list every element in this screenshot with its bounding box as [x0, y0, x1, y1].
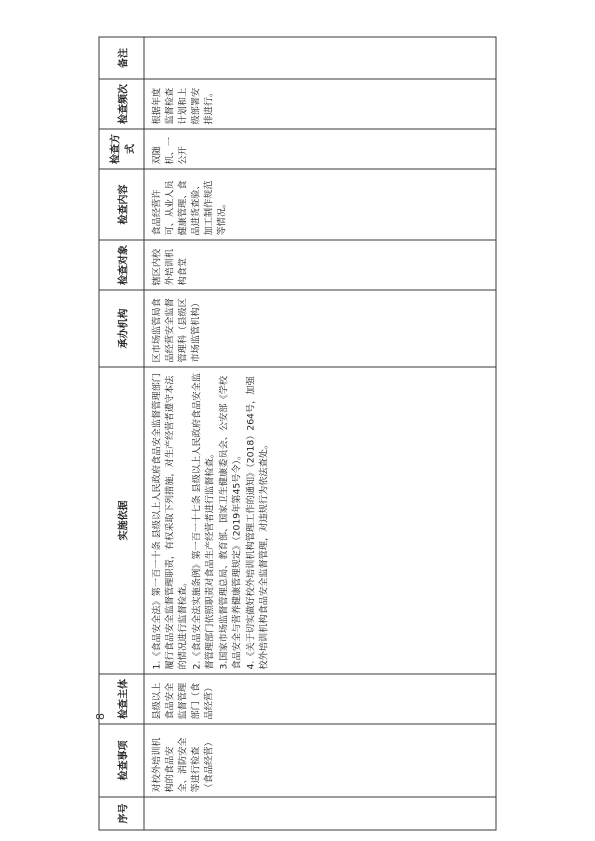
- cell-subject: 县级以上食品安全监督管理部门（食品经营）: [144, 674, 496, 724]
- header-remark: 备注: [99, 37, 144, 79]
- table-header-row: [99, 37, 144, 830]
- table-row: [144, 37, 496, 830]
- cell-department: 区市场监管局食品经营安全监督管理科（县级区市场监管机构）: [144, 290, 496, 367]
- cell-seq: [144, 797, 496, 830]
- header-item: 检查事项: [99, 724, 144, 797]
- header-department: 承办机构: [99, 290, 144, 367]
- header-subject: 检查主体: [99, 674, 144, 724]
- header-basis: 实施依据: [99, 367, 144, 674]
- inspection-table: [99, 37, 497, 831]
- basis-line-3: 3.国家市场监督管理总局、教育部、国家卫生健康委员会、公安部《学校食品安全与营养健康管理规定》（2019年第45号令）。: [218, 375, 243, 670]
- basis-line-4: 4.《关于切实做好校外培训机构管理工作的通知》（2018）264号，加强校外培训机构食品安全监督管理，对违规行为依法查处。: [245, 376, 270, 670]
- header-seq: 序号: [99, 797, 144, 830]
- cell-remark: [144, 37, 496, 79]
- cell-content: 食品经营许可、从业人员健康管理、食品进货查验、加工制作规范等情况。: [144, 169, 496, 240]
- header-frequency: 检查频次: [99, 79, 144, 129]
- cell-method: 双随机、一公开: [144, 129, 496, 169]
- basis-line-1: 1.《食品安全法》第一百一十条 县级以上人民政府食品安全监督管理部门履行食品安全监督管理职责，有权采取下列措施，对生产经营者遵守本法的情况进行监督检查。: [151, 373, 189, 670]
- basis-line-2: 2.《食品安全法实施条例》第一百一十七条 县级以上人民政府食品安全监督管理部门依照职责对食品生产经营者进行监督检查。: [191, 373, 216, 670]
- cell-basis: [144, 367, 496, 674]
- cell-item: 对校外培训机构的食品安全、消防安全等进行检查（食品经营）: [144, 724, 496, 797]
- header-content: 检查内容: [99, 169, 144, 240]
- header-target: 检查对象: [99, 240, 144, 290]
- cell-target: 辖区内校外培训机构食堂: [144, 240, 496, 290]
- header-method: 检查方式: [99, 129, 144, 169]
- cell-frequency: 根据年度监督检查计划和上级部署安排进行。: [144, 79, 496, 129]
- rotated-table-wrapper: [99, 38, 497, 831]
- page-number: 8: [94, 713, 107, 720]
